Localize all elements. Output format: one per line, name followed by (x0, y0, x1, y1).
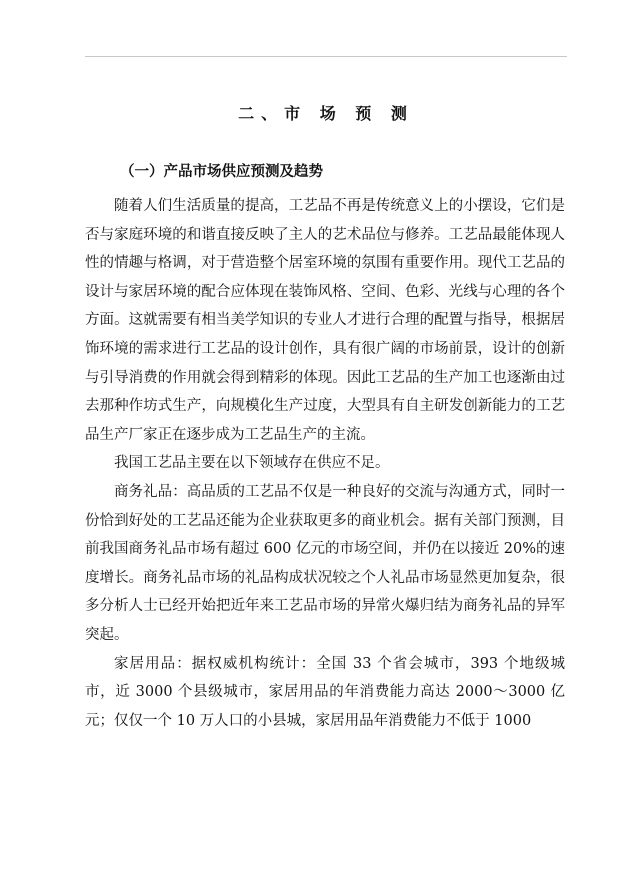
paragraph-supply-shortage: 我国工艺品主要在以下领域存在供应不足。 (114, 455, 390, 472)
header-rule (85, 56, 567, 57)
paragraph-home-goods: 家居用品：据权威机构统计：全国 33 个省会城市，393 个地级城市，近 3000 个县级城市，家居用品的年消费能力高达 2000～3000 亿元；仅仅一个 10 万人口的小县城，家居用品年消费能力不低于 1000 (85, 655, 565, 729)
subsection-title: （一）产品市场供应预测及趋势 (120, 164, 323, 180)
body-text (85, 192, 565, 735)
section-title: 二、市 场 预 测 (238, 104, 414, 123)
paragraph-business-gifts: 商务礼品：高品质的工艺品不仅是一种良好的交流与沟通方式，同时一份恰到好处的工艺品还能为企业获取更多的商业机会。据有关部门预测，目前我国商务礼品市场有超过 600 亿元的市场空间，并仍在以接近 20%的速度增长。商务礼品市场的礼品构成状况较之个人礼品市场显然更加复杂，很多分析人士已经开始把近年来工艺品市场的异常火爆归结为商务礼品的异军突起。 (85, 483, 565, 643)
paragraph-intro: 随着人们生活质量的提高，工艺品不再是传统意义上的小摆设，它们是否与家庭环境的和谐直接反映了主人的艺术品位与修养。工艺品最能体现人性的情趣与格调，对于营造整个居室环境的氛围有重要作用。现代工艺品的设计与家居环境的配合应体现在装饰风格、空间、色彩、光线与心理的各个方面。这就需要有相当美学知识的专业人才进行合理的配置与指导，根据居饰环境的需求进行工艺品的设计创作，具有很广阔的市场前景，设计的创新与引导消费的作用就会得到精彩的体现。因此工艺品的生产加工也逐渐由过去那种作坊式生产，向规模化生产过度，大型具有自主研发创新能力的工艺品生产厂家正在逐步成为工艺品生产的主流。 (85, 198, 565, 443)
